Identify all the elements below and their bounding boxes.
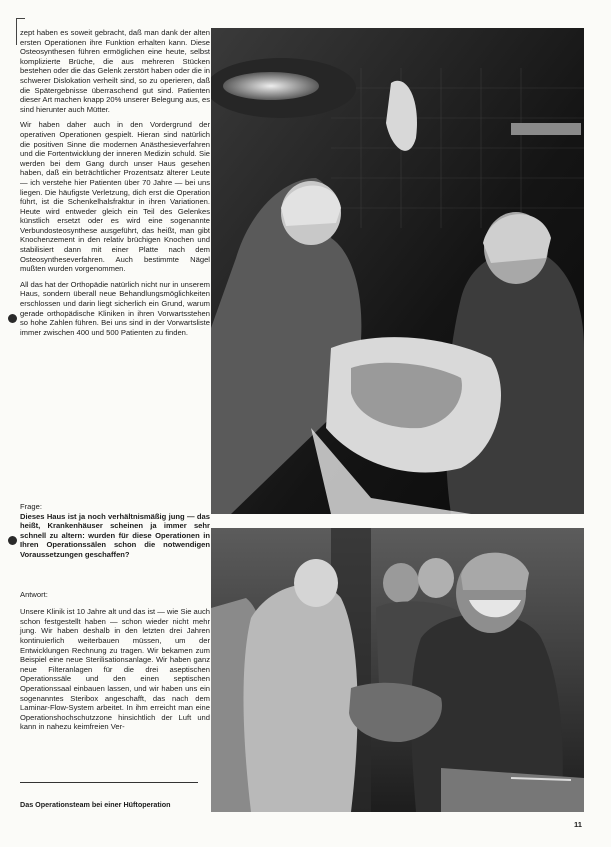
paragraph: All das hat der Orthopädie natürlich nicht nur in unserem Haus, sondern überall neue Behandlungsmöglichkeiten erschlossen und darin liegt sicherlich ein Grund, warum gerade orthopädische Kliniken in ihren Vorwartsstehen so hohe Zahlen führen. Bei uns sind in der Vorwartsliste immer zwischen 400 und 500 Patienten zu finden. [20, 279, 210, 337]
question-label: Frage: [20, 502, 42, 511]
photo-caption: Das Operationsteam bei einer Hüftoperation [20, 800, 171, 809]
answer-label: Antwort: [20, 590, 48, 599]
article-column-top [20, 28, 210, 343]
paragraph: Wir haben daher auch in den Vordergrund der operativen Operationen gespielt. Hieran sind natürlich die positiven Sinne die modernen Anästhesieverfahren und die Fortentwicklung der inneren Medizin schuld. Sie werden bei dem Gang durch unser Haus gesehen haben, daß ein beträchtlicher Prozentsatz älterer Leute — ich verstehe hier Patienten über 70 Jahre — bei uns liegen. Die häufigste Verletzung, dich erst die Operation führt, ist die Schenkelhalsfraktur in ihren Variationen. Heute wird entweder gleich ein Teil des Gelenkes künstlich ersetzt oder es wird eine sogenannte Verbundosteosynthese ausgeführt, das heißt, man gibt Knochenzement in den relativ brüchigen Knochen und stabilisiert dann mit einer Platte nach dem Osteosyntheseverfahren. Auch bestimmte Nägel mußten wurden vorgenommen. [20, 120, 210, 274]
interview-question [20, 502, 210, 566]
paragraph: zept haben es soweit gebracht, daß man dank der alten ersten Operationen ihre Funktion erhalten kann. Diese Osteosynthesen führen ermöglichen eine heute, selbst komplizierte Brüche, die aus mehreren Stücken bestehen oder die das Gelenk zerstört haben oder die in schwerer Dislokation verheilt sind, so zu operieren, daß die Spätergebnisse überraschend gut sind. Patienten dieser Art machen knapp 20% unserer Belegung aus, es sind hierunter auch Mütter. [20, 28, 210, 114]
question-text: Dieses Haus ist ja noch verhältnismäßig jung — das heißt, Krankenhäuser scheinen ja immer sehr schnell zu altern: wurden für diese Operationen in Ihren Operationssälen schon die notwendigen Voraussetzungen geschaffen? [20, 511, 210, 559]
surgery-photo-top [211, 28, 584, 514]
binding-hole [8, 314, 17, 323]
surgery-photo-bottom [211, 528, 584, 812]
page-number: 11 [574, 820, 583, 829]
binding-hole [8, 536, 17, 545]
caption-rule [20, 782, 198, 783]
interview-answer [20, 590, 210, 740]
answer-text: Unsere Klinik ist 10 Jahre alt und das ist — wie Sie auch schon festgestellt haben — schon wieder nicht mehr jung. Wir haben deshalb in den letzten drei Jahren kontinuierlich weiterbauen müssen, um der Entwicklungen Rechnung zu tragen. Wir bekamen zum Beispiel eine neue Sterilisationsanlage. Wir haben ganz neue Filteranlagen für die drei aseptischen Operationssäle und den einen septischen Operationssaal einbauen lassen, und wir haben uns ein sogenanntes Steribox angeschafft, das nach dem Laminar-Flow-System arbeitet. In ihm erreicht man eine Operationshochschutzzone hinsichtlich der Luft und kann in nahezu keimfreien Ver- [20, 607, 210, 732]
